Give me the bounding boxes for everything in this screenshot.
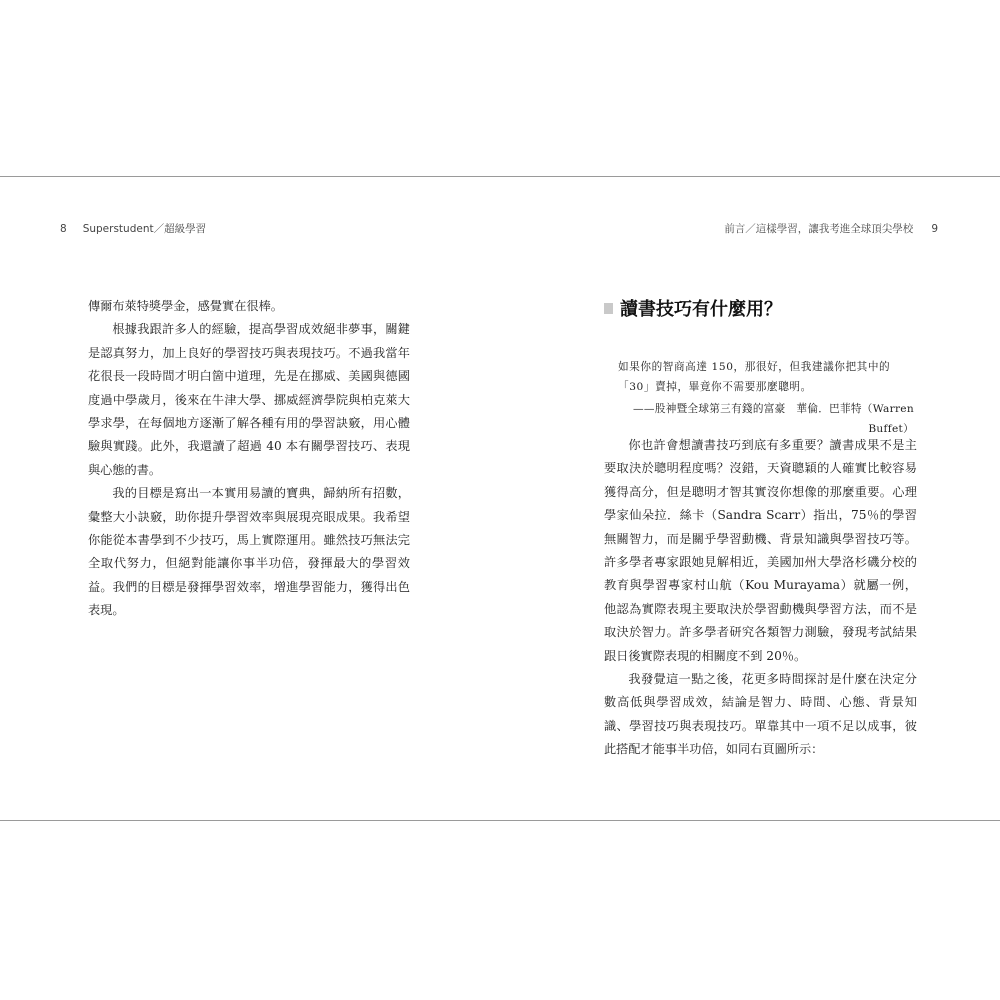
right-page-header (724, 221, 938, 236)
paragraph: 我的目標是寫出一本實用易讀的寶典，歸納所有招數，彙整大小訣竅，助你提升學習效率與展現亮眼成果。我希望你能從本書學到不少技巧，馬上實際運用。雖然技巧無法完全取代努力，但絕對能讓你事半功倍，發揮最大的學習效益。我們的目標是發揮學習效率，增進學習能力，獲得出色表現。 (88, 486, 410, 618)
left-running-title: Superstudent／超級學習 (82, 223, 207, 235)
paragraph: 傳爾布萊特獎學金，感覺實在很棒。 (88, 299, 283, 313)
quote-text: 如果你的智商高達 150，那很好，但我建議你把其中的「30」賣掉，畢竟你不需要那麼聰明。 (618, 361, 891, 393)
paragraph: 你也許會想讀書技巧到底有多重要？讀書成果不是主要取決於聰明程度嗎？沒錯，天資聰穎的人確實比較容易獲得高分，但是聰明才智其實沒你想像的那麼重要。心理學家仙朵拉．絲卡（Sandra Scarr）指出，75％的學習無關智力，而是關乎學習動機、背景知識與學習技巧等。許多學者專家跟她見解相近，美國加州大學洛杉磯分校的教育與學習專家村山航（Kou Murayama）就屬一例，他認為實際表現主要取決於學習動機與學習方法，而不是取決於智力。許多學者研究各類智力測驗，發現考試結果跟日後實際表現的相關度不到 20％。 (604, 438, 917, 663)
left-page-header (60, 221, 206, 236)
right-body-text (604, 434, 917, 762)
section-heading (604, 295, 782, 321)
book-spread (0, 176, 1000, 821)
paragraph: 根據我跟許多人的經驗，提高學習成效絕非夢事，關鍵是認真努力，加上良好的學習技巧與表現技巧。不過我當年花很長一段時間才明白箇中道理，先是在挪威、美國與德國度過中學歲月，後來在牛津大學、挪威經濟學院與柏克萊大學求學，在每個地方逐漸了解各種有用的學習訣竅，用心體驗與實踐。此外，我還讀了超過 40 本有關學習技巧、表現與心態的書。 (88, 322, 410, 477)
quote-attribution: ——股神暨全球第三有錢的富豪 華倫．巴菲特（Warren Buffet） (633, 403, 914, 435)
heading-marker-icon (604, 303, 613, 314)
right-running-title: 前言／這樣學習，讓我考進全球頂尖學校 (724, 223, 914, 235)
paragraph: 我發覺這一點之後，花更多時間探討是什麼在決定分數高低與學習成效，結論是智力、時間、心態、背景知識、學習技巧與表現技巧。單靠其中一項不足以成事，彼此搭配才能事半功倍，如同右頁圖所示： (604, 672, 917, 757)
epigraph-quote (618, 357, 918, 439)
left-page (0, 177, 500, 820)
section-heading-text: 讀書技巧有什麼用？ (620, 299, 782, 320)
right-page (500, 177, 1000, 820)
left-body-text (88, 295, 410, 623)
right-page-number: 9 (931, 223, 938, 235)
left-page-number: 8 (60, 223, 67, 235)
